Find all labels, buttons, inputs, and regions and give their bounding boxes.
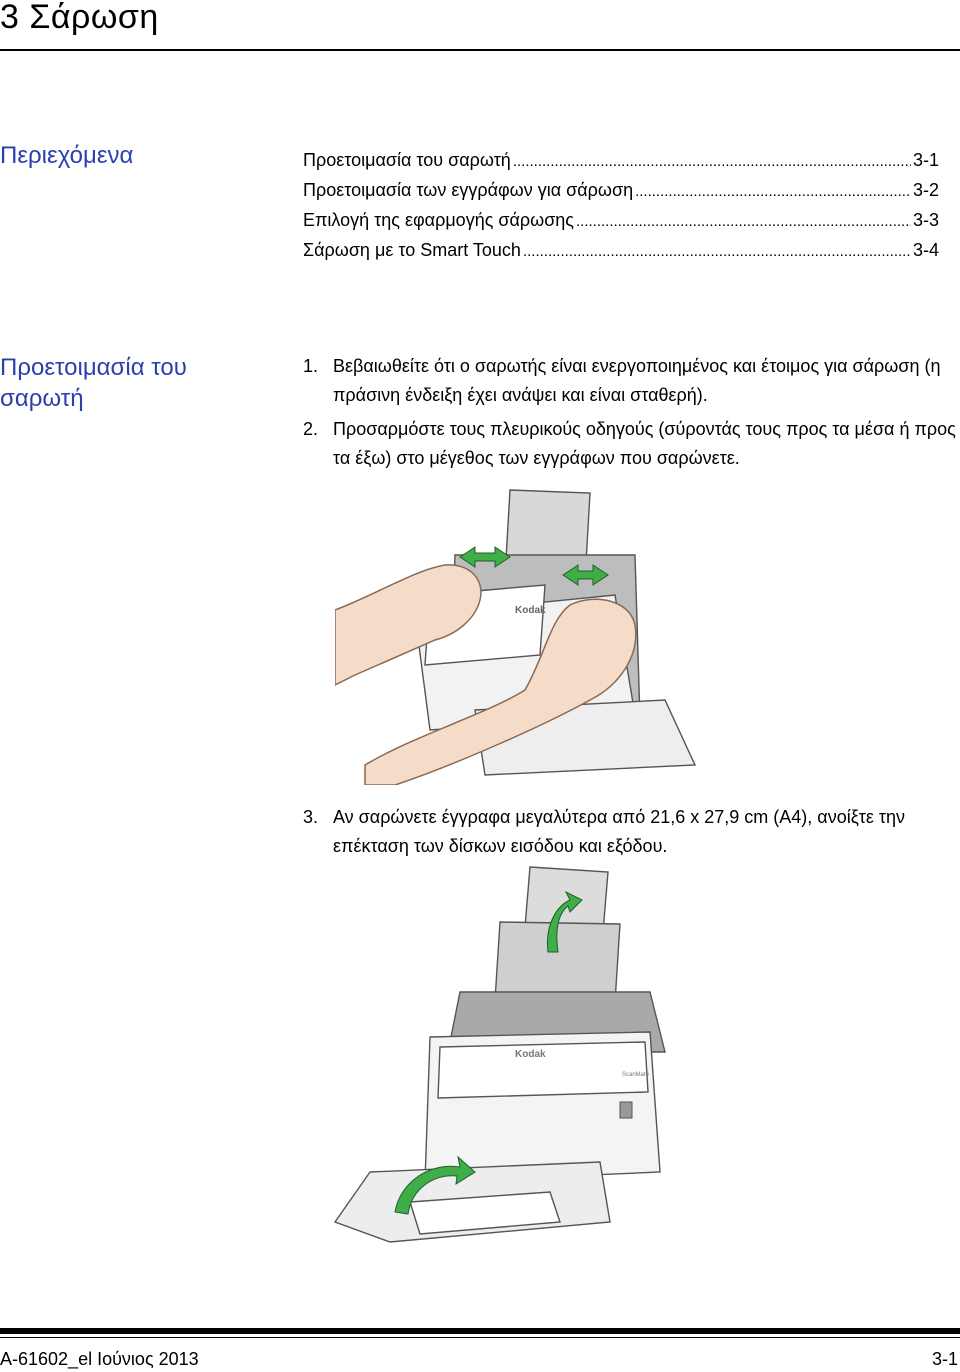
toc-leader-dots [523,237,911,267]
footer-page-number: 3-1 [931,1349,958,1369]
step-number: 3. [303,807,319,827]
brand-logo: Kodak [515,1049,546,1060]
chapter-title: 3 Σάρωση [0,0,159,36]
step-2 [303,415,958,473]
tray-extension-illustration [330,862,710,1272]
toc-entry-page: 3-4 [912,240,939,260]
toc-leader-dots [513,147,911,177]
side-guides-illustration [335,485,955,785]
step-1 [303,352,958,410]
toc-entry[interactable] [303,145,939,175]
toc-entry[interactable] [303,205,939,235]
step-text: Βεβαιωθείτε ότι ο σαρωτής είναι ενεργοποιημένος και έτοιμος για σάρωση (η πράσινη ένδειξη έχει ανάψει και είναι σταθερή). [333,356,941,405]
toc-entry-page: 3-3 [912,210,939,230]
power-button-icon [620,1102,632,1118]
step-text: Αν σαρώνετε έγγραφα μεγαλύτερα από 21,6 x 27,9 cm (A4), ανοίξτε την επέκταση των δίσκων εισόδου και εξόδου. [333,807,906,856]
model-logo: ScanMate [622,1072,650,1078]
toc-leader-dots [576,207,911,237]
toc-entry[interactable] [303,235,939,265]
toc-entry[interactable] [303,175,939,205]
chapter-rule [0,49,960,51]
table-of-contents [303,145,939,265]
step-number: 2. [303,419,319,439]
toc-entry-title: Προετοιμασία του σαρωτή [303,150,511,170]
step-3 [303,803,958,861]
footer-doc-id: A-61602_el Ιούνιος 2013 [0,1349,199,1369]
contents-heading: Περιεχόμενα [0,142,134,169]
toc-leader-dots [635,177,911,207]
step-text: Προσαρμόστε τους πλευρικούς οδηγούς (σύροντάς τους προς τα μέσα ή προς τα έξω) στο μέγεθος των εγγράφων που σαρώνετε. [333,419,956,468]
section-heading-line: Προετοιμασία του [0,354,187,381]
footer-rule [0,1337,960,1338]
toc-entry-title: Προετοιμασία των εγγράφων για σάρωση [303,180,634,200]
toc-entry-title: Σάρωση με το Smart Touch [303,240,521,260]
toc-entry-page: 3-2 [912,180,939,200]
toc-entry-page: 3-1 [912,150,939,170]
section-heading-line: σαρωτή [0,385,84,412]
step-number: 1. [303,356,319,376]
brand-logo: Kodak [515,605,546,616]
toc-entry-title: Επιλογή της εφαρμογής σάρωσης [303,210,574,230]
footer-rule [0,1328,960,1334]
section-heading [0,352,187,414]
